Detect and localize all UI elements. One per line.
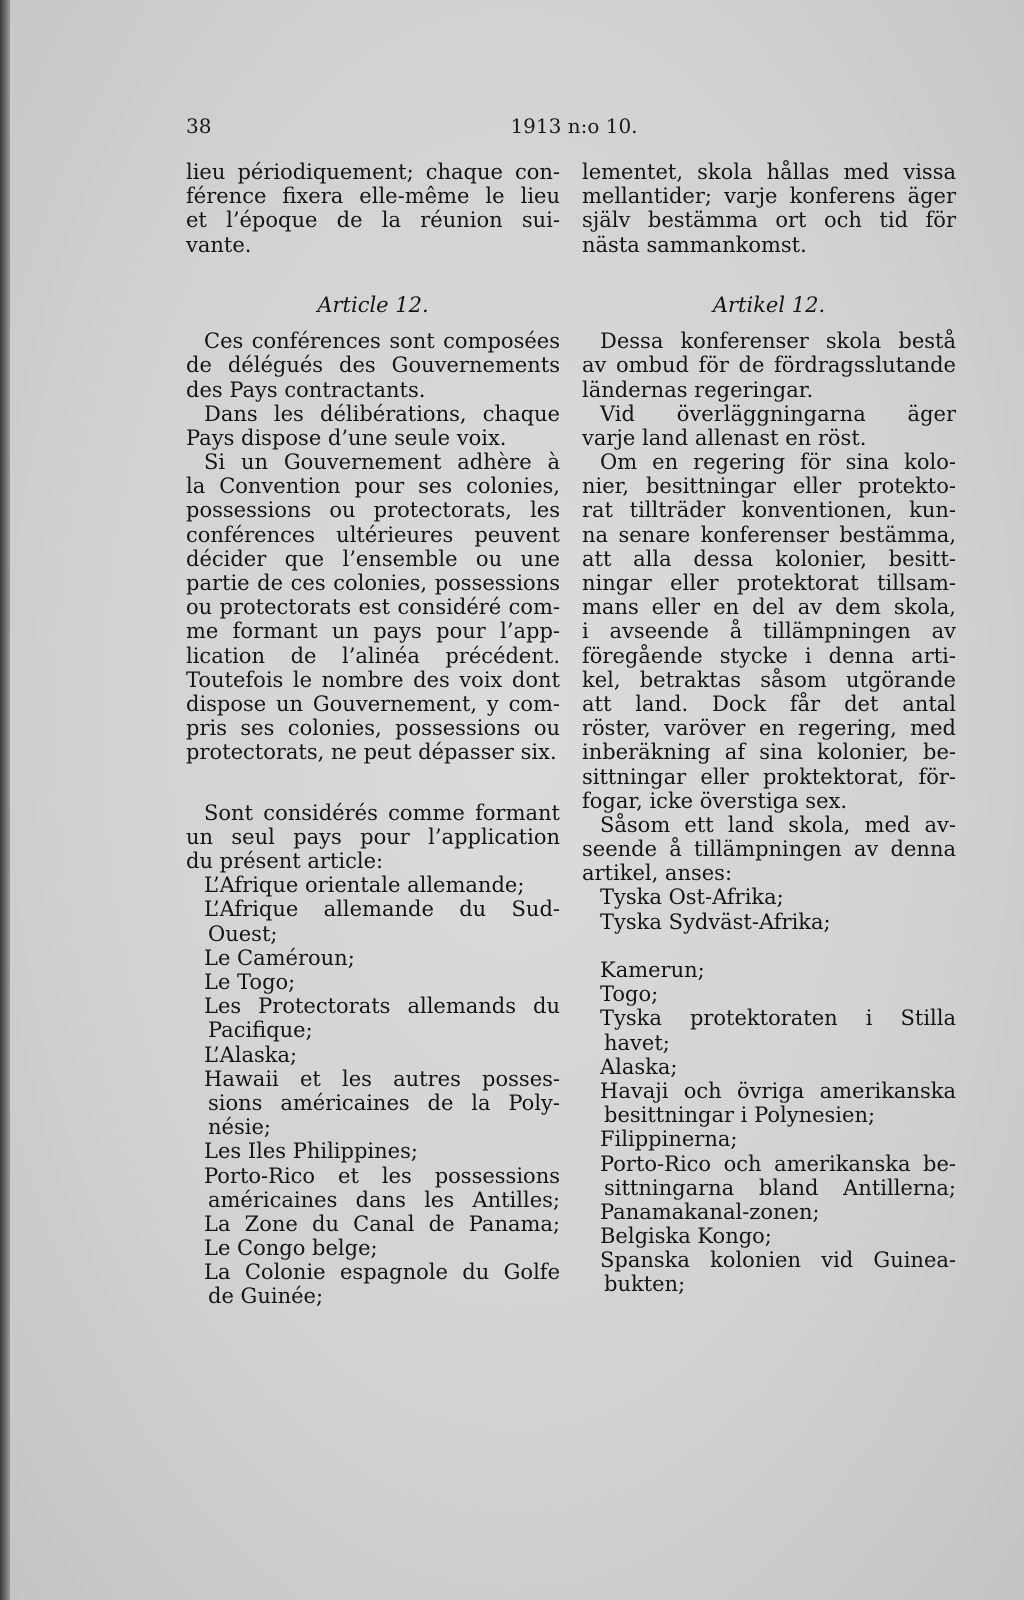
french-text-line: Hawaii et les autres posses-	[204, 1066, 560, 1091]
swedish-text-line: bukten;	[604, 1272, 686, 1297]
swedish-text-line: Havaji och övriga amerikanska	[600, 1078, 956, 1103]
french-text-line: L’Alaska;	[204, 1042, 298, 1067]
french-text-line: L’Afrique orientale allemande;	[204, 873, 525, 898]
french-text-line: Toutefois le nombre des voix dont	[186, 667, 560, 692]
french-text-line: américaines dans les Antilles;	[208, 1187, 560, 1212]
french-text-line: La Colonie espagnole du Golfe	[204, 1260, 560, 1285]
french-text-line: pris ses colonies, possessions ou	[186, 716, 560, 741]
french-text-line: et l’époque de la réunion sui-	[186, 208, 560, 233]
swedish-text-line: ningar eller protektorat tillsam-	[582, 571, 956, 595]
french-text-line: Ouest;	[208, 921, 278, 946]
french-text-line: férence fixera elle-même le lieu	[186, 184, 560, 209]
swedish-text-line: Dessa konferenser skola bestå	[600, 329, 956, 354]
running-head: 1913 n:o 10.	[510, 114, 638, 138]
french-spacer	[186, 281, 560, 293]
french-text-line: décider que l’ensemble ou une	[186, 546, 560, 571]
swedish-text-line: Porto-Rico och amerikanska be-	[600, 1151, 956, 1176]
french-text-line: de délégués des Gouvernements	[186, 353, 560, 378]
swedish-column	[582, 160, 956, 1297]
swedish-spacer	[582, 257, 956, 281]
french-text-line: protectorats, ne peut dépasser six.	[186, 740, 557, 765]
french-spacer	[186, 765, 560, 789]
french-text-line: Le Togo;	[204, 970, 296, 994]
french-text-line: lieu périodiquement; chaque con-	[186, 160, 560, 184]
french-text-line: nésie;	[208, 1115, 271, 1140]
french-spacer	[186, 257, 560, 281]
french-text-line: Pays dispose d’une seule voix.	[186, 425, 507, 450]
swedish-text-line: att land. Dock får det antal	[582, 691, 956, 716]
swedish-text-line: kel, betraktas såsom utgörande	[582, 667, 956, 692]
swedish-text-line: Tyska Sydväst-Afrika;	[600, 909, 831, 934]
page-edge-shadow	[0, 0, 10, 1600]
swedish-text-line: Alaska;	[600, 1054, 678, 1079]
french-text-line: vante.	[186, 232, 252, 257]
french-text-line: lication de l’alinéa précédent.	[186, 643, 560, 668]
swedish-text-line: Belgiska Kongo;	[600, 1224, 772, 1249]
french-text-line: possessions ou protectorats, les	[186, 498, 560, 523]
french-text-line: Le Congo belge;	[204, 1236, 378, 1261]
swedish-text-line: Om en regering för sina kolo-	[600, 450, 956, 475]
swedish-text-line: sittningar eller proktektorat, för-	[582, 764, 956, 789]
french-text-line: Ces conférences sont composées	[204, 329, 560, 354]
french-text-line: Les Iles Philippines;	[204, 1139, 418, 1164]
french-text-line: dispose un Gouvernement, y com-	[186, 691, 560, 716]
swedish-text-line: i avseende å tillämpningen av	[582, 619, 956, 644]
swedish-text-line: varje land allenast en röst.	[582, 425, 867, 450]
swedish-text-line: Filippinerna;	[600, 1127, 738, 1152]
french-text-line: sions américaines de la Poly-	[208, 1090, 560, 1115]
swedish-text-line: inberäkning af sina kolonier, be-	[582, 740, 956, 765]
swedish-text-line: besittningar i Polynesien;	[604, 1103, 876, 1128]
french-text-line: Si un Gouvernement adhère à	[204, 450, 560, 475]
swedish-text-line: att alla dessa kolonier, besitt-	[582, 546, 956, 571]
swedish-text-line: Såsom ett land skola, med av-	[600, 812, 956, 837]
swedish-text-line: rat tillträder konventionen, kun-	[582, 498, 956, 523]
swedish-text-line: na senare konferenser bestämma,	[582, 522, 956, 547]
french-text-line: un seul pays pour l’application	[186, 824, 560, 849]
swedish-text-line: mellantider; varje konferens äger	[582, 184, 956, 209]
french-text-line: partie de ces colonies, possessions	[186, 571, 560, 595]
swedish-text-line: havet;	[604, 1030, 670, 1055]
swedish-text-line: Panamakanal-zonen;	[600, 1199, 820, 1224]
swedish-spacer	[582, 281, 956, 293]
swedish-text-line: föregående stycke i denna arti-	[582, 643, 956, 668]
french-text-line: me formant un pays pour l’app-	[186, 619, 560, 644]
swedish-text-line: Tyska protektoraten i Stilla	[600, 1006, 956, 1031]
swedish-text-line: seende å tillämpningen av denna	[582, 837, 956, 862]
french-text-line: des Pays contractants.	[186, 377, 426, 402]
swedish-spacer	[582, 934, 956, 958]
french-text-line: L’Afrique allemande du Sud-	[204, 897, 560, 922]
swedish-text-line: mans eller en del av dem skola,	[582, 595, 956, 620]
french-text-line: Dans les délibérations, chaque	[204, 401, 560, 426]
swedish-text-line: Kamerun;	[600, 958, 705, 982]
swedish-text-line: sittningarna bland Antillerna;	[604, 1175, 956, 1200]
french-text-line: Les Protectorats allemands du	[204, 994, 560, 1019]
french-text-line: la Convention pour ses colonies,	[186, 474, 560, 499]
french-text-line: La Zone du Canal de Panama;	[204, 1211, 560, 1236]
french-text-line: ou protectorats est considéré com-	[186, 595, 560, 620]
swedish-text-line: Vid överläggningarna äger	[600, 401, 956, 426]
swedish-text-line: nier, besittningar eller protekto-	[582, 474, 956, 499]
french-spacer	[186, 789, 560, 801]
swedish-text-line: fogar, icke överstiga sex.	[582, 788, 848, 813]
french-spacer	[186, 317, 560, 329]
french-text-line: conférences ultérieures peuvent	[186, 522, 560, 547]
french-text-line: Pacifique;	[208, 1018, 313, 1043]
swedish-article-heading: Artikel 12.	[712, 292, 826, 317]
page-number: 38	[186, 114, 212, 138]
swedish-text-line: röster, varöver en regering, med	[582, 716, 956, 741]
swedish-text-line: Togo;	[600, 982, 659, 1007]
swedish-spacer	[582, 317, 956, 329]
french-text-line: Sont considérés comme formant	[204, 800, 560, 825]
french-text-line: du présent article:	[186, 849, 384, 874]
swedish-text-line: ländernas regeringar.	[582, 377, 814, 402]
swedish-text-line: Spanska kolonien vid Guinea-	[600, 1248, 956, 1273]
swedish-text-line: själv bestämma ort och tid för	[582, 208, 956, 233]
french-text-line: Le Caméroun;	[204, 945, 355, 970]
french-column	[186, 160, 560, 1309]
page-header	[186, 114, 962, 148]
french-article-heading: Article 12.	[317, 292, 429, 317]
swedish-text-line: Tyska Ost-Afrika;	[600, 885, 784, 910]
swedish-text-line: artikel, anses:	[582, 861, 733, 886]
french-text-line: de Guinée;	[208, 1284, 324, 1309]
swedish-text-line: av ombud för de fördragsslutande	[582, 353, 956, 378]
swedish-text-line: lementet, skola hållas med vissa	[582, 160, 956, 184]
french-text-line: Porto-Rico et les possessions	[204, 1163, 560, 1188]
swedish-text-line: nästa sammankomst.	[582, 232, 807, 257]
